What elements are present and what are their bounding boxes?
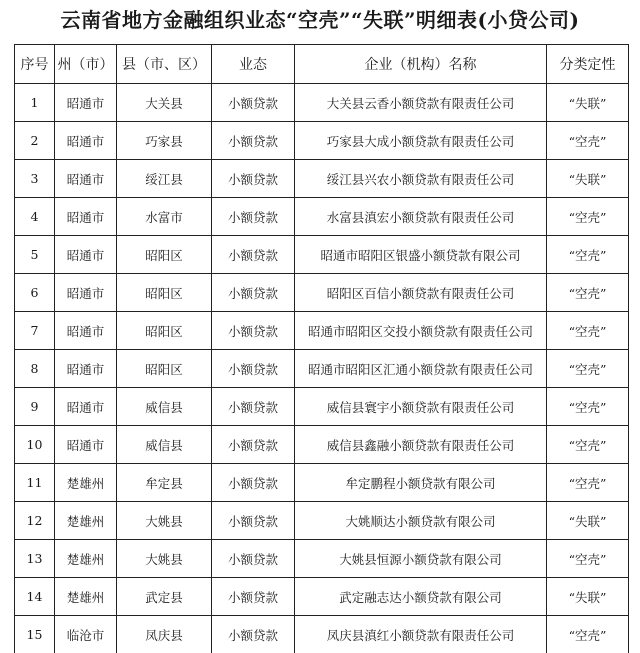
row-business-type: 小额贷款 xyxy=(212,236,295,274)
row-business-type: 小额贷款 xyxy=(212,274,295,312)
row-serial-number: 7 xyxy=(15,312,55,350)
row-business-type: 小额贷款 xyxy=(212,198,295,236)
row-company-name: 大姚顺达小额贷款有限公司 xyxy=(295,502,547,540)
row-county: 威信县 xyxy=(117,426,212,464)
row-prefecture: 临沧市 xyxy=(55,616,117,653)
row-company-name: 绥江县兴农小额贷款有限责任公司 xyxy=(295,160,547,198)
row-classification: “空壳” xyxy=(547,540,629,578)
row-prefecture: 昭通市 xyxy=(55,122,117,160)
table-body xyxy=(15,84,629,653)
row-classification: “失联” xyxy=(547,160,629,198)
row-classification: “空壳” xyxy=(547,350,629,388)
header-classification: 分类定性 xyxy=(547,45,629,84)
row-prefecture: 楚雄州 xyxy=(55,540,117,578)
row-company-name: 昭阳区百信小额贷款有限责任公司 xyxy=(295,274,547,312)
table-row xyxy=(15,274,629,312)
row-serial-number: 13 xyxy=(15,540,55,578)
table-row xyxy=(15,388,629,426)
row-prefecture: 昭通市 xyxy=(55,84,117,122)
table-row xyxy=(15,236,629,274)
row-company-name: 昭通市昭阳区交投小额贷款有限责任公司 xyxy=(295,312,547,350)
row-prefecture: 楚雄州 xyxy=(55,464,117,502)
table-row xyxy=(15,84,629,122)
row-county: 昭阳区 xyxy=(117,350,212,388)
row-business-type: 小额贷款 xyxy=(212,160,295,198)
table-row xyxy=(15,160,629,198)
row-business-type: 小额贷款 xyxy=(212,540,295,578)
row-prefecture: 昭通市 xyxy=(55,198,117,236)
row-serial-number: 15 xyxy=(15,616,55,653)
row-classification: “空壳” xyxy=(547,312,629,350)
row-serial-number: 2 xyxy=(15,122,55,160)
table-row xyxy=(15,426,629,464)
row-company-name: 凤庆县滇红小额贷款有限责任公司 xyxy=(295,616,547,653)
row-company-name: 大关县云香小额贷款有限责任公司 xyxy=(295,84,547,122)
row-prefecture: 昭通市 xyxy=(55,160,117,198)
row-classification: “失联” xyxy=(547,502,629,540)
row-county: 牟定县 xyxy=(117,464,212,502)
table-row xyxy=(15,616,629,653)
row-prefecture: 昭通市 xyxy=(55,350,117,388)
row-county: 昭阳区 xyxy=(117,274,212,312)
row-classification: “空壳” xyxy=(547,198,629,236)
row-company-name: 威信县寰宇小额贷款有限责任公司 xyxy=(295,388,547,426)
row-classification: “空壳” xyxy=(547,616,629,653)
row-serial-number: 6 xyxy=(15,274,55,312)
row-business-type: 小额贷款 xyxy=(212,350,295,388)
row-prefecture: 楚雄州 xyxy=(55,502,117,540)
table-row xyxy=(15,464,629,502)
row-county: 巧家县 xyxy=(117,122,212,160)
row-company-name: 威信县鑫融小额贷款有限责任公司 xyxy=(295,426,547,464)
row-company-name: 巧家县大成小额贷款有限责任公司 xyxy=(295,122,547,160)
row-serial-number: 8 xyxy=(15,350,55,388)
detail-table xyxy=(14,44,629,653)
row-company-name: 牟定鹏程小额贷款有限公司 xyxy=(295,464,547,502)
table-header-row xyxy=(15,45,629,84)
row-business-type: 小额贷款 xyxy=(212,388,295,426)
row-classification: “失联” xyxy=(547,578,629,616)
page-title: 云南省地方金融组织业态“空壳”“失联”明细表(小贷公司) xyxy=(60,8,580,32)
row-prefecture: 昭通市 xyxy=(55,274,117,312)
row-prefecture: 楚雄州 xyxy=(55,578,117,616)
row-company-name: 水富县滇宏小额贷款有限责任公司 xyxy=(295,198,547,236)
row-county: 凤庆县 xyxy=(117,616,212,653)
row-classification: “空壳” xyxy=(547,236,629,274)
row-prefecture: 昭通市 xyxy=(55,388,117,426)
header-county: 县（市、区） xyxy=(117,45,212,84)
row-county: 昭阳区 xyxy=(117,236,212,274)
row-company-name: 昭通市昭阳区银盛小额贷款有限公司 xyxy=(295,236,547,274)
table-row xyxy=(15,350,629,388)
row-classification: “空壳” xyxy=(547,464,629,502)
table-row xyxy=(15,540,629,578)
row-company-name: 大姚县恒源小额贷款有限公司 xyxy=(295,540,547,578)
row-county: 武定县 xyxy=(117,578,212,616)
row-county: 水富市 xyxy=(117,198,212,236)
table-row xyxy=(15,198,629,236)
row-serial-number: 10 xyxy=(15,426,55,464)
row-classification: “空壳” xyxy=(547,426,629,464)
header-serial-number: 序号 xyxy=(15,45,55,84)
row-business-type: 小额贷款 xyxy=(212,464,295,502)
row-business-type: 小额贷款 xyxy=(212,578,295,616)
row-business-type: 小额贷款 xyxy=(212,122,295,160)
row-serial-number: 4 xyxy=(15,198,55,236)
row-county: 昭阳区 xyxy=(117,312,212,350)
table-row xyxy=(15,312,629,350)
row-business-type: 小额贷款 xyxy=(212,502,295,540)
row-prefecture: 昭通市 xyxy=(55,312,117,350)
row-serial-number: 9 xyxy=(15,388,55,426)
table-row xyxy=(15,502,629,540)
row-serial-number: 12 xyxy=(15,502,55,540)
row-county: 大关县 xyxy=(117,84,212,122)
row-prefecture: 昭通市 xyxy=(55,236,117,274)
row-serial-number: 3 xyxy=(15,160,55,198)
row-business-type: 小额贷款 xyxy=(212,616,295,653)
row-classification: “空壳” xyxy=(547,388,629,426)
row-business-type: 小额贷款 xyxy=(212,426,295,464)
row-prefecture: 昭通市 xyxy=(55,426,117,464)
row-serial-number: 11 xyxy=(15,464,55,502)
row-serial-number: 14 xyxy=(15,578,55,616)
row-business-type: 小额贷款 xyxy=(212,312,295,350)
header-prefecture: 州（市） xyxy=(55,45,117,84)
row-county: 威信县 xyxy=(117,388,212,426)
table-row xyxy=(15,122,629,160)
row-classification: “空壳” xyxy=(547,122,629,160)
row-county: 大姚县 xyxy=(117,502,212,540)
row-serial-number: 5 xyxy=(15,236,55,274)
header-company-name: 企业（机构）名称 xyxy=(295,45,547,84)
table-row xyxy=(15,578,629,616)
row-company-name: 昭通市昭阳区汇通小额贷款有限责任公司 xyxy=(295,350,547,388)
row-classification: “空壳” xyxy=(547,274,629,312)
header-business-type: 业态 xyxy=(212,45,295,84)
row-business-type: 小额贷款 xyxy=(212,84,295,122)
row-classification: “失联” xyxy=(547,84,629,122)
row-serial-number: 1 xyxy=(15,84,55,122)
row-county: 大姚县 xyxy=(117,540,212,578)
row-company-name: 武定融志达小额贷款有限公司 xyxy=(295,578,547,616)
row-county: 绥江县 xyxy=(117,160,212,198)
